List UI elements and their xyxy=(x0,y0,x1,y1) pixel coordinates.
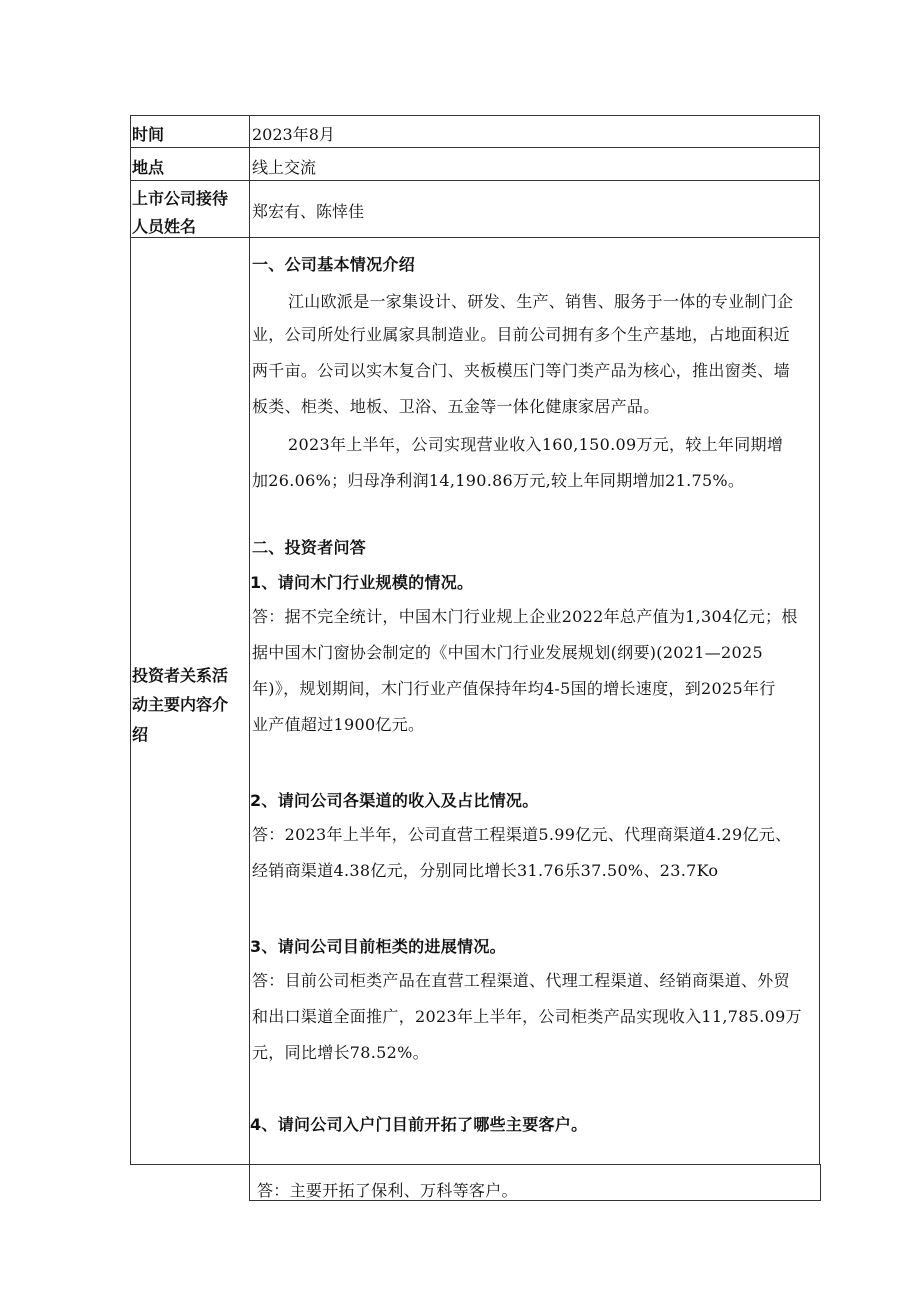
para1-line2: 业，公司所处行业属家具制造业。目前公司拥有多个生产基地，占地面积近 xyxy=(252,325,790,344)
place-value: 线上交流 xyxy=(252,158,317,177)
question-4: 4、请问公司入户门目前开拓了哪些主要客户。 xyxy=(250,1115,588,1134)
section1-title: 一、公司基本情况介绍 xyxy=(252,255,416,274)
question-2: 2、请问公司各渠道的收入及占比情况。 xyxy=(250,791,539,810)
answer-3-line1: 答：目前公司柜类产品在直营工程渠道、代理工程渠道、经销商渠道、外贸 xyxy=(252,971,790,990)
place-label: 地点 xyxy=(132,158,165,177)
table-border-top xyxy=(130,115,820,116)
staff-value: 郑宏有、陈悻佳 xyxy=(252,202,365,221)
content-label-line2: 动主要内容介 xyxy=(132,695,229,714)
table-border-left xyxy=(130,115,131,1165)
answer-box-top xyxy=(249,1164,821,1165)
answer-1-line1: 答：据不完全统计，中国木门行业规上企业2022年总产值为1,304亿元；根 xyxy=(252,607,798,626)
para1-line3: 两千亩。公司以实木复合门、夹板模压门等门类产品为核心，推出窗类、墙 xyxy=(252,361,790,380)
para1-line4: 板类、柜类、地板、卫浴、五金等一体化健康家居产品。 xyxy=(252,397,660,416)
para2-line2: 加26.06%；归母净利润14,190.86万元,较上年同期增加21.75%。 xyxy=(252,471,745,490)
table-border-right xyxy=(819,115,820,1165)
row-divider-1 xyxy=(130,147,820,148)
staff-label-line2: 人员姓名 xyxy=(132,217,197,236)
answer-1-line4: 业产值超过1900亿元。 xyxy=(252,715,425,734)
question-3: 3、请问公司目前柜类的进展情况。 xyxy=(250,937,506,956)
row-divider-2 xyxy=(130,180,820,181)
answer-1-line3: 年)》，规划期间，木门行业产值保持年均4-5国的增长速度，到2025年行 xyxy=(252,679,776,698)
answer-3-line3: 元，同比增长78.52%。 xyxy=(252,1043,429,1062)
content-label-line1: 投资者关系活 xyxy=(132,666,229,685)
answer-4: 答：主要开拓了保利、万科等客户。 xyxy=(257,1181,518,1200)
answer-3-line2: 和出口渠道全面推广，2023年上半年，公司柜类产品实现收入11,785.09万 xyxy=(252,1007,802,1026)
para1-line1: 江山欧派是一家集设计、研发、生产、销售、服务于一体的专业制门企 xyxy=(288,292,794,311)
column-divider xyxy=(249,115,250,1201)
para2-line1: 2023年上半年，公司实现营业收入160,150.09万元，较上年同期增 xyxy=(288,435,784,454)
section2-title: 二、投资者问答 xyxy=(252,538,367,557)
table-border-bottom xyxy=(130,1164,250,1165)
content-label-line3: 绍 xyxy=(132,725,149,744)
answer-2-line1: 答：2023年上半年，公司直营工程渠道5.99亿元、代理商渠道4.29亿元、 xyxy=(252,825,792,844)
answer-box-right xyxy=(820,1164,821,1201)
row-divider-3 xyxy=(130,237,820,238)
answer-1-line2: 据中国木门窗协会制定的《中国木门行业发展规划(纲要)(2021—2025 xyxy=(252,643,763,662)
time-label: 时间 xyxy=(132,125,165,144)
time-value: 2023年8月 xyxy=(252,125,335,144)
staff-label-line1: 上市公司接待 xyxy=(132,189,229,208)
question-1: 1、请问木门行业规模的情况。 xyxy=(250,573,474,592)
answer-2-line2: 经销商渠道4.38亿元，分别同比增长31.76乐37.50%、23.7Ko xyxy=(252,861,719,880)
